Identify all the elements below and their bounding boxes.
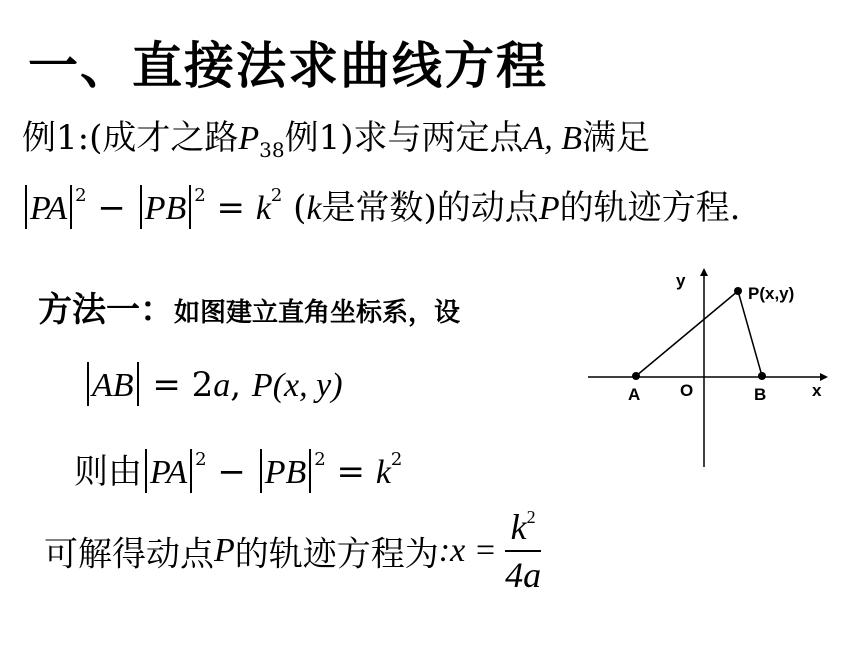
exponent: 2 bbox=[195, 449, 207, 470]
point-p-dot bbox=[734, 287, 742, 295]
paren-open: ( bbox=[282, 188, 307, 228]
abs-bar bbox=[309, 449, 311, 493]
p-coords: (x, y) bbox=[272, 367, 343, 404]
abs-bar bbox=[145, 449, 147, 493]
point-p-label: P(x,y) bbox=[748, 284, 795, 303]
example-statement bbox=[22, 110, 650, 162]
result-fraction bbox=[505, 506, 541, 596]
method-colon: ： bbox=[140, 290, 174, 330]
condition-formula bbox=[22, 180, 740, 229]
equals-sign: = bbox=[205, 188, 256, 228]
equals-2: = 2 bbox=[141, 365, 214, 405]
minus-sign: − bbox=[86, 188, 137, 228]
a-variable: a bbox=[213, 367, 231, 404]
abs-bar bbox=[140, 185, 142, 229]
method-description: 如图建立直角坐标系，设 bbox=[174, 298, 461, 328]
minus-sign: − bbox=[206, 452, 257, 492]
point-a-dot bbox=[632, 372, 640, 380]
example-points: A, B bbox=[523, 120, 583, 157]
example-p-letter: P bbox=[238, 120, 260, 157]
result-mid: 的轨迹方程为 bbox=[234, 534, 439, 575]
derive-formula bbox=[74, 444, 402, 493]
method-heading bbox=[38, 282, 460, 331]
exponent: 2 bbox=[526, 507, 536, 527]
exponent: 2 bbox=[314, 449, 326, 470]
setup-formula bbox=[84, 362, 343, 406]
triangle-pab bbox=[636, 291, 762, 376]
y-axis-arrow-icon bbox=[700, 268, 708, 276]
abs-bar bbox=[189, 185, 191, 229]
exponent: 2 bbox=[75, 185, 87, 206]
fraction-bar bbox=[505, 550, 541, 552]
abs-bar bbox=[87, 362, 89, 406]
page-title: 一、直接法求曲线方程 bbox=[28, 37, 548, 95]
abs-bar bbox=[137, 362, 139, 406]
result-lhs: :x = bbox=[438, 532, 506, 569]
exponent: 2 bbox=[390, 449, 403, 470]
abs-bar bbox=[25, 185, 27, 229]
fraction-denominator: 4a bbox=[505, 555, 542, 595]
ab-text: AB bbox=[92, 367, 134, 404]
fraction-numerator bbox=[505, 506, 541, 548]
comma: , bbox=[230, 365, 252, 405]
point-a-label: A bbox=[628, 385, 641, 404]
p-letter: P bbox=[251, 367, 273, 404]
p-letter: P bbox=[538, 190, 560, 227]
pb-text: PB bbox=[264, 454, 307, 491]
coordinate-diagram bbox=[580, 262, 840, 472]
point-b-dot bbox=[758, 372, 766, 380]
derive-prefix: 则由 bbox=[74, 452, 142, 492]
condition-tail: 的轨迹方程. bbox=[559, 188, 741, 228]
constant-text: 是常数)的动点 bbox=[321, 188, 539, 228]
k-text: k bbox=[375, 454, 391, 491]
p-letter: P bbox=[214, 532, 235, 569]
y-axis-label: y bbox=[676, 271, 686, 290]
abs-bar bbox=[70, 185, 72, 229]
pb-text: PB bbox=[144, 190, 187, 227]
pa-text: PA bbox=[150, 454, 188, 491]
origin-label: O bbox=[680, 381, 694, 400]
equals-sign: = bbox=[325, 452, 376, 492]
k-variable: k bbox=[306, 190, 322, 227]
result-prefix: 可解得动点 bbox=[44, 534, 214, 575]
x-axis-label: x bbox=[812, 381, 822, 400]
k-text: k bbox=[255, 190, 271, 227]
example-mid: 例1)求与两定点 bbox=[284, 118, 524, 158]
example-prefix: 例1:(成才之路 bbox=[22, 118, 239, 158]
result-formula bbox=[44, 506, 541, 596]
exponent: 2 bbox=[270, 185, 283, 206]
numerator-k: k bbox=[510, 507, 527, 547]
method-label: 方法一 bbox=[38, 290, 140, 330]
exponent: 2 bbox=[194, 185, 206, 206]
x-axis-arrow-icon bbox=[820, 373, 828, 381]
point-b-label: B bbox=[754, 385, 767, 404]
pa-text: PA bbox=[30, 190, 68, 227]
abs-bar bbox=[260, 449, 262, 493]
abs-bar bbox=[190, 449, 192, 493]
example-p-subscript: 38 bbox=[259, 138, 285, 162]
example-suffix: 满足 bbox=[582, 118, 651, 158]
